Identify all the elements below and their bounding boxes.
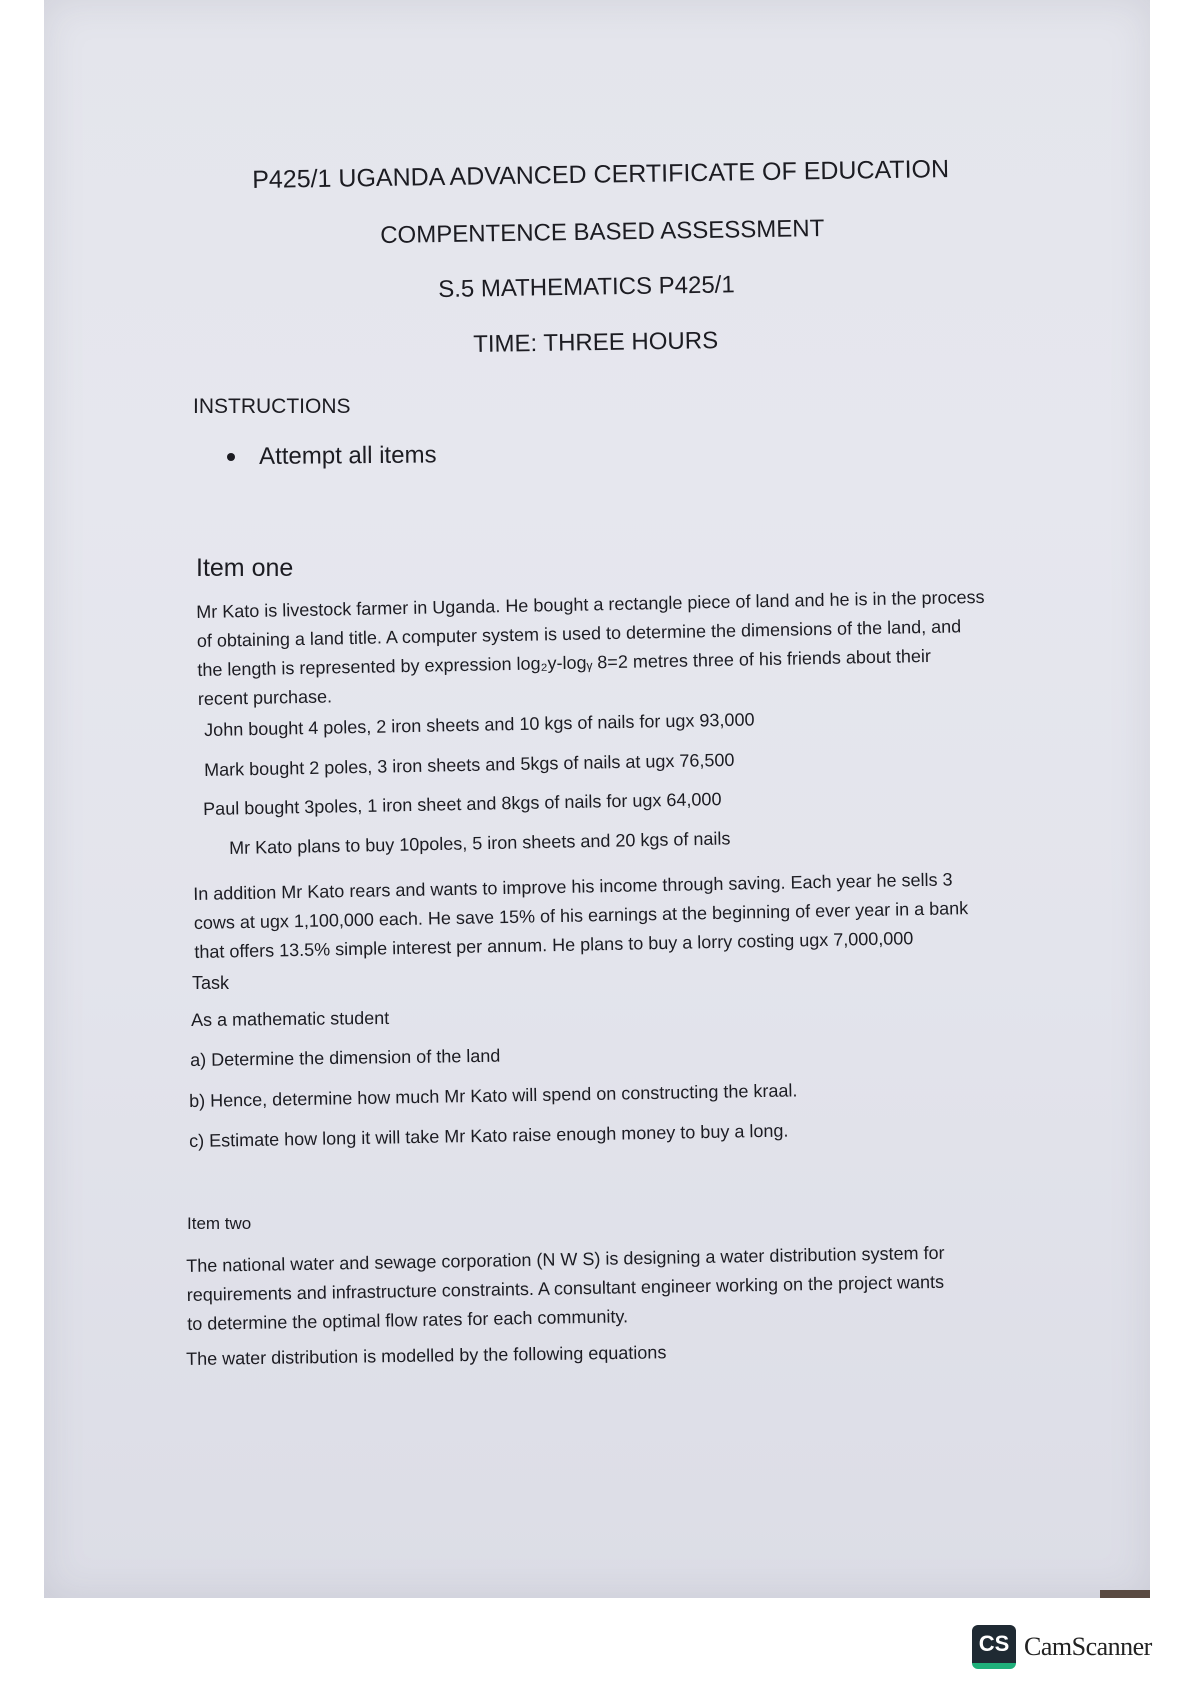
exam-time: TIME: THREE HOURS [473, 327, 719, 358]
page-corner-shadow [1100, 1590, 1150, 1598]
item-one-paragraph-1 [196, 583, 987, 714]
paragraph-line: of obtaining a land title. A computer system is used to determine the dimensions of the land, and [196, 616, 962, 651]
item-two-paragraph-2: The water distribution is modelled by the following equations [186, 1342, 667, 1369]
task-b: b) Hence, determine how much Mr Kato will spend on constructing the kraal. [189, 1080, 798, 1111]
instructions-heading: INSTRUCTIONS [193, 395, 351, 418]
paragraph-line: that offers 13.5% simple interest per annum. He plans to buy a lorry costing ugx 7,000,000 [194, 928, 914, 962]
task-intro: As a mathematic student [191, 1007, 390, 1030]
purchase-kato-plan: Mr Kato plans to buy 10poles, 5 iron sheets and 20 kgs of nails [229, 828, 731, 858]
paragraph-line: to determine the optimal flow rates for each community. [187, 1306, 629, 1334]
paragraph-line: cows at ugx 1,100,000 each. He save 15% of his earnings at the beginning of ever year in a bank [193, 898, 969, 933]
paragraph-line: The national water and sewage corporation (N W S) is designing a water distribution system for [186, 1242, 945, 1276]
purchase-john: John bought 4 poles, 2 iron sheets and 10 kgs of nails for ugx 93,000 [204, 709, 755, 740]
camscanner-wordmark: CamScanner [1024, 1632, 1152, 1661]
camscanner-badge-icon: CS [972, 1625, 1016, 1669]
exam-subject: S.5 MATHEMATICS P425/1 [438, 271, 735, 303]
task-label: Task [192, 973, 230, 993]
exam-subtitle: COMPENTENCE BASED ASSESSMENT [380, 215, 825, 249]
paragraph-line: the length is represented by expression log₂y-logᵧ 8=2 metres three of his friends about their [197, 645, 932, 680]
paragraph-line: In addition Mr Kato rears and wants to improve his income through saving. Each year he sells 3 [193, 869, 953, 904]
item-two-title: Item two [187, 1214, 252, 1233]
camscanner-logo [972, 1625, 1152, 1669]
bullet-dot [227, 453, 235, 461]
exam-title: P425/1 UGANDA ADVANCED CERTIFICATE OF EDUCATION [252, 155, 950, 194]
purchase-mark: Mark bought 2 poles, 3 iron sheets and 5kgs of nails at ugx 76,500 [204, 749, 735, 780]
item-one-title: Item one [196, 554, 294, 582]
paragraph-line: recent purchase. [197, 686, 333, 709]
task-a: a) Determine the dimension of the land [190, 1045, 501, 1070]
item-one-paragraph-2 [193, 865, 969, 967]
paragraph-line: Mr Kato is livestock farmer in Uganda. He bought a rectangle piece of land and he is in the process [196, 586, 985, 622]
instruction-bullet: Attempt all items [259, 441, 437, 470]
item-two-paragraph-1 [186, 1239, 946, 1339]
purchase-paul: Paul bought 3poles, 1 iron sheet and 8kgs of nails for ugx 64,000 [203, 789, 722, 819]
paragraph-line: requirements and infrastructure constraints. A consultant engineer working on the project wants [186, 1271, 945, 1305]
task-c: c) Estimate how long it will take Mr Kato raise enough money to buy a long. [189, 1120, 789, 1151]
